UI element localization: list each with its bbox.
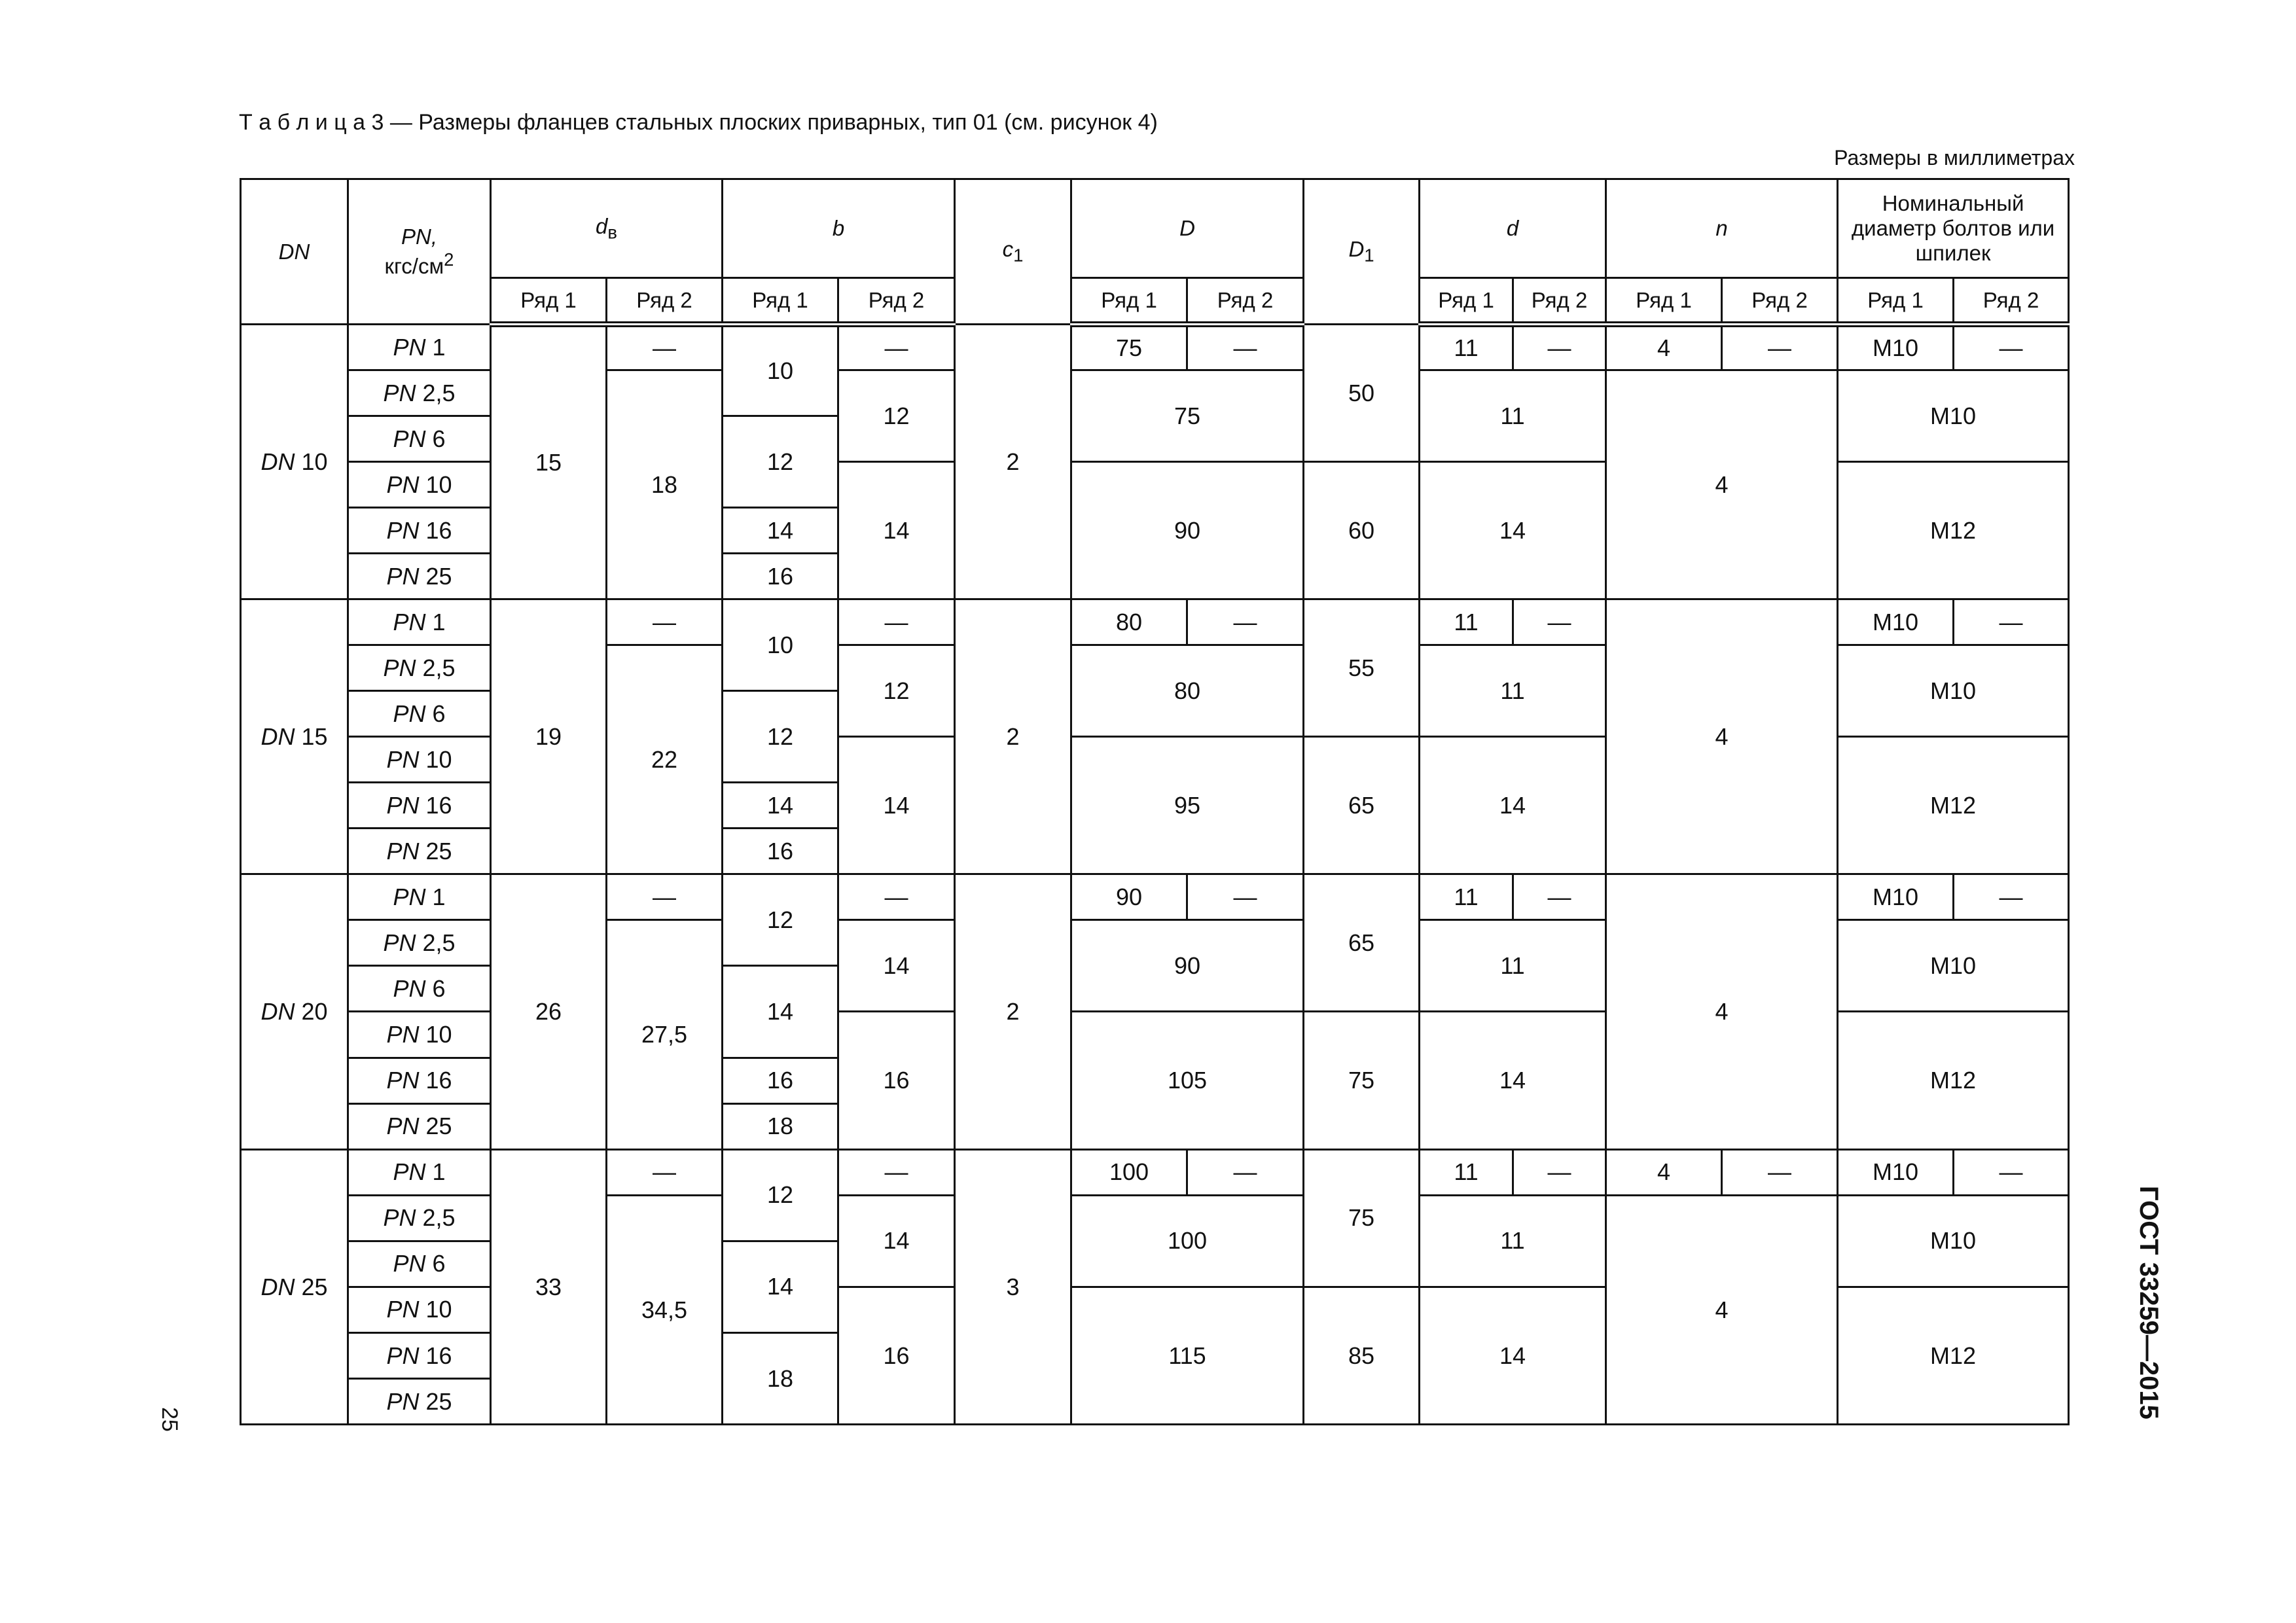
header-dv: $d_в$ <box>491 179 723 278</box>
pn-cell: PN 2,5 <box>348 920 491 966</box>
dn-cell: DN 10 <box>241 325 348 599</box>
dash-cell: — <box>1187 599 1304 645</box>
table-row <box>241 1149 2069 1195</box>
header-row2: Ряд 2 <box>1722 278 1838 325</box>
dash-cell: — <box>1513 325 1606 370</box>
header-row1: Ряд 1 <box>1071 278 1187 325</box>
bolt-pn1-cell: М10 <box>1838 874 1954 920</box>
pn-cell: PN 25 <box>348 829 491 874</box>
D-pn1-cell: 75 <box>1071 325 1187 370</box>
bolt-a-cell: М10 <box>1838 1195 2069 1287</box>
dash-cell: — <box>838 325 955 370</box>
d-a-cell: 11 <box>1420 370 1606 462</box>
bolt-b-cell: М12 <box>1838 1012 2069 1149</box>
D-pn1-cell: 100 <box>1071 1149 1187 1195</box>
b2-0-cell: 12 <box>838 645 955 737</box>
page-number: 25 <box>157 1407 182 1432</box>
dash-cell: — <box>1954 874 2069 920</box>
caption-prefix: Т а б л и ц а <box>239 110 366 135</box>
b1-0-cell: 10 <box>723 325 838 416</box>
d-a-cell: 11 <box>1420 920 1606 1012</box>
bolt-a-cell: М10 <box>1838 920 2069 1012</box>
pn-cell: PN 10 <box>348 737 491 783</box>
b1-2-cell: 16 <box>723 1058 838 1103</box>
dv2-cell: 27,5 <box>607 920 723 1149</box>
table-caption <box>239 110 1158 135</box>
dash-cell: — <box>838 874 955 920</box>
D-a-cell: 100 <box>1071 1195 1304 1287</box>
c1-cell: 2 <box>955 874 1071 1149</box>
dv1-cell: 15 <box>491 325 607 599</box>
b1-0-cell: 12 <box>723 874 838 966</box>
b1-1-cell: 12 <box>723 416 838 508</box>
dash-cell: — <box>1954 1149 2069 1195</box>
b1-2-cell: 14 <box>723 783 838 829</box>
pn-cell: PN 1 <box>348 874 491 920</box>
table-row <box>241 325 2069 370</box>
pn-cell: PN 2,5 <box>348 645 491 691</box>
n-cell: 4 <box>1606 370 1838 599</box>
dv1-cell: 26 <box>491 874 607 1149</box>
header-b: b <box>723 179 955 278</box>
pn-cell: PN 10 <box>348 462 491 508</box>
bolt-pn1-cell: М10 <box>1838 599 1954 645</box>
bolt-a-cell: М10 <box>1838 370 2069 462</box>
header-row2: Ряд 2 <box>1513 278 1606 325</box>
header-pn: PN, кгс/$см^2$ <box>348 179 491 325</box>
b2-1-cell: 14 <box>838 462 955 599</box>
d-a-cell: 11 <box>1420 645 1606 737</box>
dv2-cell: 18 <box>607 370 723 599</box>
n-cell: 4 <box>1606 1195 1838 1424</box>
flange-dimensions-table <box>240 178 2070 1425</box>
dash-cell: — <box>1722 325 1838 370</box>
b1-3-cell: 18 <box>723 1103 838 1149</box>
units-note: Размеры в миллиметрах <box>1834 146 2075 169</box>
n-cell: 4 <box>1606 874 1838 1149</box>
bolt-b-cell: М12 <box>1838 462 2069 599</box>
pn-cell: PN 6 <box>348 416 491 462</box>
dv2-cell: 34,5 <box>607 1195 723 1424</box>
header-n: n <box>1606 179 1838 278</box>
b1-0-cell: 10 <box>723 599 838 691</box>
b1-3-cell: 16 <box>723 554 838 599</box>
c1-cell: 2 <box>955 325 1071 599</box>
dash-cell: — <box>607 874 723 920</box>
pn-cell: PN 6 <box>348 1241 491 1287</box>
dash-cell: — <box>1954 325 2069 370</box>
d-b-cell: 14 <box>1420 1287 1606 1424</box>
b1-0-cell: 12 <box>723 1149 838 1241</box>
table-row <box>241 874 2069 920</box>
dash-cell: — <box>838 1149 955 1195</box>
bolt-b-cell: М12 <box>1838 1287 2069 1424</box>
dv1-cell: 19 <box>491 599 607 874</box>
dv1-cell: 33 <box>491 1149 607 1424</box>
header-row1: Ряд 1 <box>1420 278 1513 325</box>
b2-1-cell: 16 <box>838 1287 955 1424</box>
D1-a-cell: 55 <box>1304 599 1420 737</box>
header-row2: Ряд 2 <box>1954 278 2069 325</box>
b1-1-cell: 14 <box>723 966 838 1058</box>
bolt-b-cell: М12 <box>1838 737 2069 874</box>
header-row1: Ряд 1 <box>1606 278 1722 325</box>
dash-cell: — <box>607 1149 723 1195</box>
b2-0-cell: 12 <box>838 370 955 462</box>
D-b-cell: 95 <box>1071 737 1304 874</box>
b2-1-cell: 16 <box>838 1012 955 1149</box>
dash-cell: — <box>1187 325 1304 370</box>
d-pn1-cell: 11 <box>1420 874 1513 920</box>
b1-1-cell: 12 <box>723 691 838 783</box>
b1-2-cell: 18 <box>723 1332 838 1424</box>
n-pn1-cell: 4 <box>1606 1149 1722 1195</box>
b1-3-cell: 16 <box>723 829 838 874</box>
table-body <box>241 325 2069 1425</box>
D1-a-cell: 75 <box>1304 1149 1420 1287</box>
d-a-cell: 11 <box>1420 1195 1606 1287</box>
pn-cell: PN 16 <box>348 508 491 554</box>
header-row2: Ряд 2 <box>1187 278 1304 325</box>
header-D: D <box>1071 179 1304 278</box>
pn-cell: PN 16 <box>348 1058 491 1103</box>
D1-b-cell: 65 <box>1304 737 1420 874</box>
dn-cell: DN 25 <box>241 1149 348 1424</box>
header-d: d <box>1420 179 1606 278</box>
b2-0-cell: 14 <box>838 1195 955 1287</box>
b1-1-cell: 14 <box>723 1241 838 1332</box>
dn-cell: DN 15 <box>241 599 348 874</box>
standard-code: ГОСТ 33259—2015 <box>2134 1186 2163 1419</box>
n-cell: 4 <box>1606 599 1838 874</box>
pn-cell: PN 16 <box>348 783 491 829</box>
D1-a-cell: 65 <box>1304 874 1420 1012</box>
pn-cell: PN 10 <box>348 1012 491 1058</box>
D-a-cell: 90 <box>1071 920 1304 1012</box>
pn-cell: PN 2,5 <box>348 370 491 416</box>
dash-cell: — <box>1187 1149 1304 1195</box>
b2-0-cell: 14 <box>838 920 955 1012</box>
header-row2: Ряд 2 <box>607 278 723 325</box>
pn-cell: PN 25 <box>348 554 491 599</box>
bolt-pn1-cell: М10 <box>1838 1149 1954 1195</box>
bolt-pn1-cell: М10 <box>1838 325 1954 370</box>
bolt-a-cell: М10 <box>1838 645 2069 737</box>
table-row <box>241 599 2069 645</box>
pn-cell: PN 6 <box>348 691 491 737</box>
D-a-cell: 75 <box>1071 370 1304 462</box>
pn-cell: PN 1 <box>348 599 491 645</box>
D1-a-cell: 50 <box>1304 325 1420 462</box>
header-row1: Ряд 1 <box>491 278 607 325</box>
header-row2: Ряд 2 <box>838 278 955 325</box>
D1-b-cell: 85 <box>1304 1287 1420 1424</box>
D1-b-cell: 75 <box>1304 1012 1420 1149</box>
c1-cell: 3 <box>955 1149 1071 1424</box>
d-pn1-cell: 11 <box>1420 599 1513 645</box>
d-b-cell: 14 <box>1420 1012 1606 1149</box>
dash-cell: — <box>1513 599 1606 645</box>
pn-cell: PN 25 <box>348 1378 491 1424</box>
dash-cell: — <box>1513 1149 1606 1195</box>
dv2-cell: 22 <box>607 645 723 874</box>
dash-cell: — <box>838 599 955 645</box>
c1-cell: 2 <box>955 599 1071 874</box>
caption-text: 3 — Размеры фланцев стальных плоских приварных, тип 01 (см. рисунок 4) <box>371 110 1158 135</box>
pn-cell: PN 16 <box>348 1332 491 1378</box>
pn-cell: PN 25 <box>348 1103 491 1149</box>
dn-cell: DN 20 <box>241 874 348 1149</box>
D-b-cell: 105 <box>1071 1012 1304 1149</box>
d-b-cell: 14 <box>1420 462 1606 599</box>
header-dn: DN <box>241 179 348 325</box>
pn-cell: PN 2,5 <box>348 1195 491 1241</box>
header-row1: Ряд 1 <box>723 278 838 325</box>
D-b-cell: 90 <box>1071 462 1304 599</box>
dash-cell: — <box>607 599 723 645</box>
n-pn1-cell: 4 <box>1606 325 1722 370</box>
b1-2-cell: 14 <box>723 508 838 554</box>
dash-cell: — <box>607 325 723 370</box>
D-a-cell: 80 <box>1071 645 1304 737</box>
pn-cell: PN 10 <box>348 1287 491 1332</box>
pn-cell: PN 6 <box>348 966 491 1012</box>
b2-1-cell: 14 <box>838 737 955 874</box>
header-bolts: Номинальный диаметр болтов или шпилек <box>1838 179 2069 278</box>
d-pn1-cell: 11 <box>1420 325 1513 370</box>
dash-cell: — <box>1513 874 1606 920</box>
header-D1: $D_1$ <box>1304 179 1420 325</box>
dash-cell: — <box>1722 1149 1838 1195</box>
d-b-cell: 14 <box>1420 737 1606 874</box>
D-pn1-cell: 90 <box>1071 874 1187 920</box>
pn-cell: PN 1 <box>348 1149 491 1195</box>
dash-cell: — <box>1187 874 1304 920</box>
header-row1: Ряд 1 <box>1838 278 1954 325</box>
header-c1: $c_1$ <box>955 179 1071 325</box>
d-pn1-cell: 11 <box>1420 1149 1513 1195</box>
D1-b-cell: 60 <box>1304 462 1420 599</box>
dash-cell: — <box>1954 599 2069 645</box>
D-b-cell: 115 <box>1071 1287 1304 1424</box>
D-pn1-cell: 80 <box>1071 599 1187 645</box>
pn-cell: PN 1 <box>348 325 491 370</box>
